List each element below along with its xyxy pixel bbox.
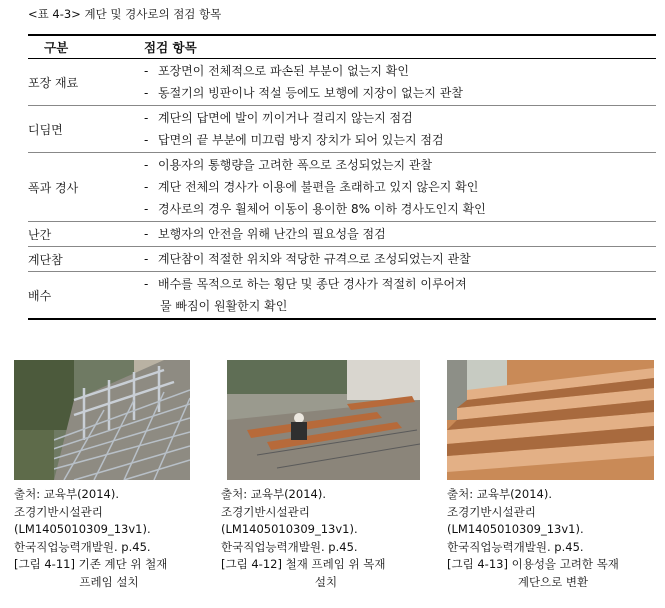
row-items: [144, 59, 656, 106]
figure-caption-4-12: 출처: 교육부(2014). 조경기반시설관리 (LM1405010309_13v1). 한국직업능력개발원. p.45. [그림 4-12] 철재 프레임 위 목재 설치: [221, 487, 386, 589]
table-header-row: [28, 35, 656, 59]
list-item: - 답면의 끝 부분에 미끄럼 방지 장치가 되어 있는지 점검: [144, 133, 444, 147]
list-item: - 계단참이 적절한 위치와 적당한 규격으로 조성되었는지 관찰: [144, 252, 471, 266]
figure-caption-4-13: 출처: 교육부(2014). 조경기반시설관리 (LM1405010309_13v1). 한국직업능력개발원. p.45. [그림 4-13] 이용성을 고려한 목재 계단으로 변환: [447, 487, 619, 589]
row-category: 포장 재료: [28, 59, 144, 106]
header-items: 점검 항목: [144, 35, 656, 59]
list-item: - 배수를 목적으로 하는 횡단 및 종단 경사가 적절히 이루어져: [144, 277, 467, 291]
table-row: [28, 106, 656, 153]
list-item: - 보행자의 안전을 위해 난간의 필요성을 점검: [144, 227, 386, 241]
list-item: - 동절기의 빙판이나 적설 등에도 보행에 지장이 없는지 관찰: [144, 86, 463, 100]
row-items: [144, 247, 656, 272]
table-row: [28, 247, 656, 272]
row-category: 배수: [28, 272, 144, 320]
row-items: [144, 272, 656, 320]
list-item: - 경사로의 경우 휠체어 이동이 용이한 8% 이하 경사도인지 확인: [144, 202, 486, 216]
table-row: [28, 222, 656, 247]
list-item-continuation: 물 빠짐이 원활한지 확인: [160, 299, 288, 313]
list-item: - 계단의 답면에 발이 끼이거나 걸리지 않는지 점검: [144, 111, 413, 125]
table-row: [28, 272, 656, 320]
row-category: 난간: [28, 222, 144, 247]
figure-caption-4-11: 출처: 교육부(2014). 조경기반시설관리 (LM1405010309_13v1). 한국직업능력개발원. p.45. [그림 4-11] 기존 계단 위 철재 프레임 설치: [14, 487, 168, 589]
table-row: [28, 153, 656, 222]
list-item: - 이용자의 통행량을 고려한 폭으로 조성되었는지 관찰: [144, 158, 433, 172]
figure-photo-wood-stairs: [447, 360, 654, 480]
row-category: 디딤면: [28, 106, 144, 153]
header-category: 구분: [28, 35, 144, 59]
inspection-table: [28, 34, 656, 320]
figure-photo-wood-install: [227, 360, 420, 480]
row-items: [144, 106, 656, 153]
row-category: 계단참: [28, 247, 144, 272]
list-item: - 계단 전체의 경사가 이용에 불편을 초래하고 있지 않은지 확인: [144, 180, 479, 194]
list-item: - 포장면이 전체적으로 파손된 부분이 없는지 확인: [144, 64, 409, 78]
table-caption: <표 4-3> 계단 및 경사로의 점검 항목: [28, 7, 222, 21]
row-category: 폭과 경사: [28, 153, 144, 222]
row-items: [144, 153, 656, 222]
row-items: [144, 222, 656, 247]
table-row: [28, 59, 656, 106]
figure-photo-steel-frame: [14, 360, 190, 480]
